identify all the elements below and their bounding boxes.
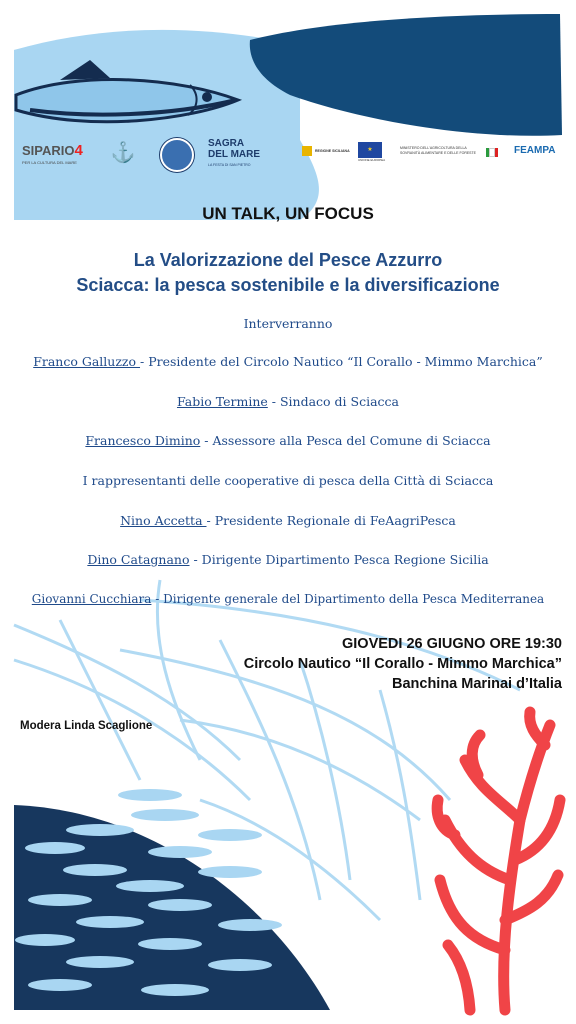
speaker-role: - Presidente Regionale di FeAagriPesca xyxy=(206,513,456,528)
sagra-del-mare-logo: SAGRA DEL MARE LA FESTA DI SAN PIETRO xyxy=(208,138,261,167)
speaker-name: Dino Catagnano xyxy=(87,552,190,567)
speaker-role: - Dirigente generale del Dipartimento della Pesca Mediterranea xyxy=(151,592,545,606)
speaker-role: - Presidente del Circolo Nautico “Il Corallo - Mimmo Marchica” xyxy=(140,354,543,369)
speaker-row xyxy=(0,552,576,567)
ministero-logo: MINISTERO DELL'AGRICOLTURA DELLA SOVRANITÀ ALIMENTARE E DELLE FORESTE xyxy=(400,146,476,155)
speaker-name: Giovanni Cucchiara xyxy=(31,592,152,606)
speaker-role: I rappresentanti delle cooperative di pesca della Città di Sciacca xyxy=(82,473,494,488)
speaker-name: Franco Galluzzo xyxy=(33,354,141,369)
speaker-row xyxy=(0,473,576,488)
regione-siciliana-logo: REGIONE SICILIANA xyxy=(302,146,350,156)
event-date: GIOVEDI 26 GIUGNO ORE 19:30 xyxy=(342,636,562,652)
speaker-row xyxy=(0,394,576,409)
speaker-role: - Assessore alla Pesca del Comune di Sciacca xyxy=(200,433,491,448)
title-line-1: La Valorizzazione del Pesce Azzurro xyxy=(133,250,443,270)
speaker-role: - Sindaco di Sciacca xyxy=(267,394,399,409)
speaker-row xyxy=(0,592,576,606)
speaker-row xyxy=(0,354,576,369)
feampa-logo: FEAMPA xyxy=(514,145,556,156)
italy-flag-icon xyxy=(486,148,498,157)
speaker-name: Fabio Termine xyxy=(176,394,268,409)
speaker-role: - Dirigente Dipartimento Pesca Regione Sicilia xyxy=(189,552,489,567)
speakers-intro: Interverranno xyxy=(243,316,333,331)
title-line-2: Sciacca: la pesca sostenibile e la diversificazione xyxy=(76,275,500,295)
speaker-row xyxy=(0,513,576,528)
eu-flag-logo: ★ UNIONE EUROPEA xyxy=(358,142,385,162)
speaker-row xyxy=(0,433,576,448)
anchor-logo: ⚓ xyxy=(110,140,136,164)
sipario-logo: SIPARIO4 PER LA CULTURA DEL MARE xyxy=(22,142,83,165)
event-venue: Circolo Nautico “Il Corallo - Mimmo Marchica” xyxy=(243,656,562,672)
event-place: Banchina Marinai d’Italia xyxy=(391,676,562,692)
moderator: Modera Linda Scaglione xyxy=(20,720,153,732)
circle-emblem-logo xyxy=(160,138,194,172)
speaker-name: Nino Accetta xyxy=(120,513,207,528)
speaker-name: Francesco Dimino xyxy=(85,433,201,448)
talk-tagline: UN TALK, UN FOCUS xyxy=(202,204,374,223)
red-coral xyxy=(437,712,560,1010)
